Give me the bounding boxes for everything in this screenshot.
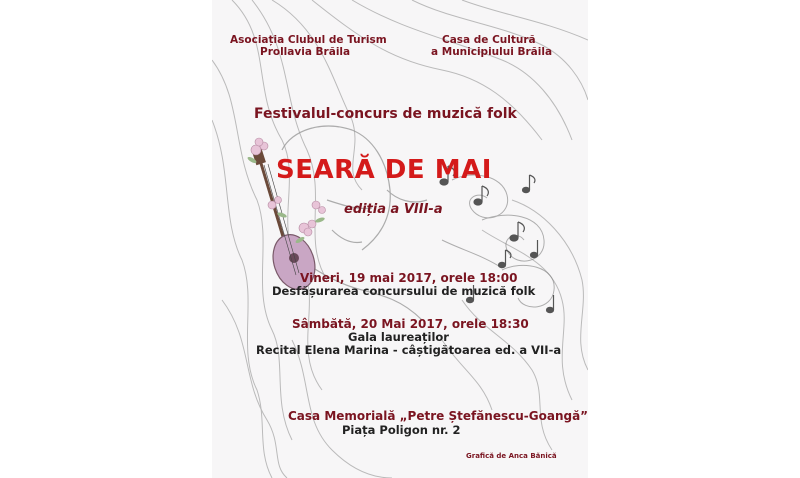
edition-label: ediția a VIII-a [344, 202, 443, 217]
organizer-right-line1: Casa de Cultură [442, 34, 536, 46]
organizer-left-line2: Prollavia Brăila [260, 46, 351, 58]
poster [212, 0, 588, 478]
venue-name: Casa Memorială „Petre Ștefănescu-Goangă” [288, 409, 588, 423]
day2-date: Sâmbătă, 20 Mai 2017, orele 18:30 [292, 317, 529, 331]
day1-event: Desfășurarea concursului de muzică folk [272, 284, 536, 298]
venue-address: Piața Poligon nr. 2 [342, 423, 461, 437]
event-title: SEARĂ DE MAI [276, 155, 492, 185]
woman-with-guitar-illustration [212, 0, 588, 478]
festival-subtitle: Festivalul-concurs de muzică folk [254, 106, 517, 122]
organizer-left-line1: Asociația Clubul de Turism [230, 34, 387, 46]
illustration-credit: Grafică de Anca Bănică [466, 452, 557, 460]
day1-date: Vineri, 19 mai 2017, orele 18:00 [300, 271, 518, 285]
organizer-right-line2: a Municipiului Brăila [431, 46, 553, 58]
day2-event-gala: Gala laureaților [348, 330, 449, 344]
day2-event-recital: Recital Elena Marina - câștigătoarea ed. a VII-a [256, 343, 562, 357]
